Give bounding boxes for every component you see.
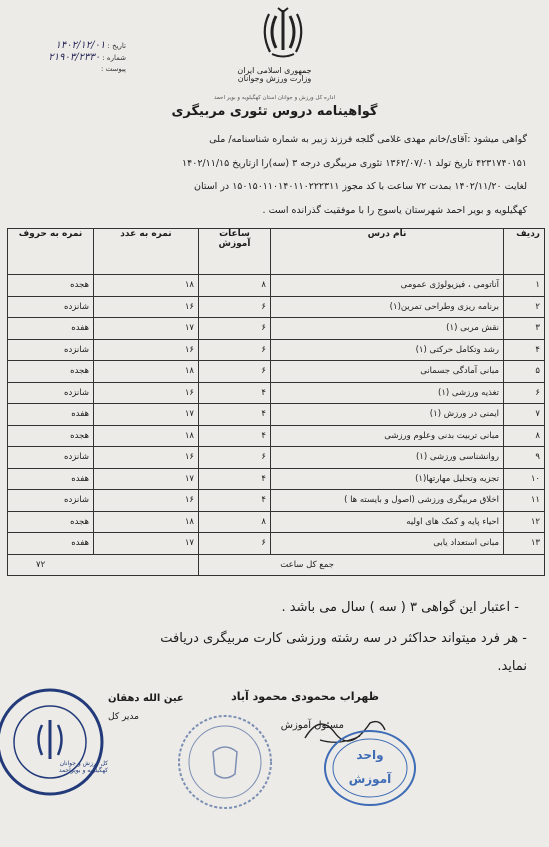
course-name-cell: نقش مربی (۱) xyxy=(271,318,504,340)
row-number-cell: ۹ xyxy=(504,447,545,469)
grade-number-cell: ۱۶ xyxy=(94,490,199,512)
certificate-line-2: ۴۲۳۱۷۴۰۱۵۱ تاریخ تولد ۱۳۶۲/۰۷/۰۱ تئوری مربیگری درجه ۳ (سه)را ازتاریخ ۱۴۰۲/۱۱/۱۵ xyxy=(182,158,527,169)
grade-number-cell: ۱۶ xyxy=(94,382,199,404)
number-value: ۲۱۹۰۳/۲۳۳۰ xyxy=(48,52,101,63)
course-name-cell: تغذیه ورزشی (۱) xyxy=(271,382,504,404)
iran-emblem-icon xyxy=(258,6,308,60)
director-title: مدیر کل xyxy=(108,712,139,722)
grade-words-cell: شانزده xyxy=(8,382,94,404)
course-name-cell: برنامه ریزی وطراحی تمرین(۱) xyxy=(271,296,504,318)
row-number-cell: ۲ xyxy=(504,296,545,318)
header-hours: ساعات آموزش xyxy=(199,229,271,275)
grade-words-cell: شانزده xyxy=(8,490,94,512)
table-row xyxy=(8,404,545,426)
grade-words-cell: هجده xyxy=(8,275,94,297)
hours-cell: ۴ xyxy=(199,382,271,404)
table-header-row xyxy=(8,229,545,275)
grade-number-cell: ۱۷ xyxy=(94,404,199,426)
table-row xyxy=(8,511,545,533)
course-name-cell: آناتومی ، فیزیولوژی عمومی xyxy=(271,275,504,297)
attachment-label: پیوست : xyxy=(101,65,126,73)
table-row xyxy=(8,468,545,490)
grade-words-cell: شانزده xyxy=(8,447,94,469)
grade-number-cell: ۱۸ xyxy=(94,361,199,383)
table-row xyxy=(8,318,545,340)
grade-number-cell: ۱۶ xyxy=(94,447,199,469)
course-name-cell: مبانی آمادگی جسمانی xyxy=(271,361,504,383)
document-meta xyxy=(6,40,126,75)
course-name-cell: تجزیه وتحلیل مهارتها(۱) xyxy=(271,468,504,490)
row-number-cell: ۷ xyxy=(504,404,545,426)
total-row xyxy=(8,554,545,576)
table-row xyxy=(8,296,545,318)
grade-number-cell: ۱۸ xyxy=(94,511,199,533)
header-grade-words: نمره به حروف xyxy=(8,229,94,275)
hours-cell: ۴ xyxy=(199,404,271,426)
grade-words-cell: هجده xyxy=(8,511,94,533)
number-label: شماره : xyxy=(102,54,126,62)
course-name-cell: اخلاق مربیگری ورزشی (اصول و بایسته ها ) xyxy=(271,490,504,512)
total-value: ۷۲ xyxy=(8,554,199,576)
grade-words-cell: هفده xyxy=(8,404,94,426)
hours-cell: ۶ xyxy=(199,296,271,318)
table-row xyxy=(8,361,545,383)
training-officer-name: ظهراب محمودی محمود آباد xyxy=(231,690,379,703)
ministry-title: وزارت ورزش وجوانان xyxy=(237,74,312,83)
course-table xyxy=(7,228,545,576)
table-row xyxy=(8,533,545,555)
row-number-cell: ۴ xyxy=(504,339,545,361)
table-row xyxy=(8,275,545,297)
certificate-line-4: کهگیلویه و بویر احمد شهرستان یاسوج را با موفقیت گذرانده است . xyxy=(262,205,527,216)
row-number-cell: ۱۱ xyxy=(504,490,545,512)
seal-unit-text: واحد xyxy=(356,748,384,762)
rule-note-line-1: - هر فرد میتواند حداکثر در سه رشته ورزشی کارت مربیگری دریافت xyxy=(160,631,527,646)
certificate-line-1: گواهی میشود :آقای/خانم مهدی غلامی گلجه فرزند زبیر به شماره شناسنامه/ ملی xyxy=(209,134,527,145)
header-course-name: نام درس xyxy=(271,229,504,275)
grade-words-cell: هجده xyxy=(8,361,94,383)
grade-number-cell: ۱۸ xyxy=(94,425,199,447)
validity-note: - اعتبار این گواهی ۳ ( سه ) سال می باشد . xyxy=(281,600,519,615)
table-row xyxy=(8,425,545,447)
grade-number-cell: ۱۶ xyxy=(94,296,199,318)
hours-cell: ۸ xyxy=(199,511,271,533)
grade-number-cell: ۱۶ xyxy=(94,339,199,361)
grade-number-cell: ۱۷ xyxy=(94,468,199,490)
header-grade-number: نمره به عدد xyxy=(94,229,199,275)
header-row-number: ردیف xyxy=(504,229,545,275)
training-officer-title: مسئول آموزش xyxy=(280,720,344,731)
table-row xyxy=(8,447,545,469)
date-label: تاریخ : xyxy=(107,42,126,50)
rule-note-line-2: نماید. xyxy=(497,659,527,674)
grade-words-cell: شانزده xyxy=(8,339,94,361)
hours-cell: ۴ xyxy=(199,490,271,512)
row-number-cell: ۵ xyxy=(504,361,545,383)
row-number-cell: ۱۳ xyxy=(504,533,545,555)
course-name-cell: ایمنی در ورزش (۱) xyxy=(271,404,504,426)
date-value: ۱۴۰۲/۱۲/۰۱ xyxy=(55,40,106,51)
training-unit-seal-icon xyxy=(322,728,418,808)
table-row xyxy=(8,382,545,404)
republic-title: جمهوری اسلامی ایران xyxy=(237,66,312,75)
director-name: عین الله دهقان xyxy=(108,693,184,704)
course-name-cell: مبانی استعداد یابی xyxy=(271,533,504,555)
table-row xyxy=(8,339,545,361)
directorate-seal-text: کل ورزش و جوانان کهگیلویه و بویراحمد xyxy=(58,760,108,774)
table-row xyxy=(8,490,545,512)
grade-words-cell: شانزده xyxy=(8,296,94,318)
document-title: گواهینامه دروس تئوری مربیگری xyxy=(171,104,378,119)
course-name-cell: رشد وتکامل حرکتی (۱) xyxy=(271,339,504,361)
grade-words-cell: هفده xyxy=(8,318,94,340)
hours-cell: ۴ xyxy=(199,468,271,490)
hours-cell: ۴ xyxy=(199,425,271,447)
hours-cell: ۸ xyxy=(199,275,271,297)
row-number-cell: ۱ xyxy=(504,275,545,297)
course-name-cell: مبانی تربیت بدنی وعلوم ورزشی xyxy=(271,425,504,447)
row-number-cell: ۱۲ xyxy=(504,511,545,533)
grade-words-cell: هفده xyxy=(8,468,94,490)
grade-number-cell: ۱۷ xyxy=(94,318,199,340)
grade-number-cell: ۱۸ xyxy=(94,275,199,297)
grade-number-cell: ۱۷ xyxy=(94,533,199,555)
row-number-cell: ۱۰ xyxy=(504,468,545,490)
grade-words-cell: هفده xyxy=(8,533,94,555)
office-title: اداره کل ورزش و جوانان استان کهگیلویه و بویر احمد xyxy=(213,95,335,101)
certificate-line-3: لغایت ۱۴۰۲/۱۱/۲۰ بمدت ۷۲ ساعت با کد مجوز ۱۵۰۱۵۰۱۱۰۱۴۰۱۱۰۲۲۲۳۱۱ در استان xyxy=(193,181,527,192)
total-label: جمع کل ساعت xyxy=(199,554,545,576)
course-name-cell: احیاء پایه و کمک های اولیه xyxy=(271,511,504,533)
office-stamp-icon xyxy=(175,712,275,812)
row-number-cell: ۳ xyxy=(504,318,545,340)
hours-cell: ۶ xyxy=(199,318,271,340)
hours-cell: ۶ xyxy=(199,339,271,361)
row-number-cell: ۸ xyxy=(504,425,545,447)
hours-cell: ۶ xyxy=(199,533,271,555)
hours-cell: ۶ xyxy=(199,447,271,469)
row-number-cell: ۶ xyxy=(504,382,545,404)
directorate-seal-icon xyxy=(0,687,112,797)
course-name-cell: روانشناسی ورزشی (۱) xyxy=(271,447,504,469)
seal-training-text: آموزش xyxy=(348,772,392,786)
grade-words-cell: هجده xyxy=(8,425,94,447)
hours-cell: ۶ xyxy=(199,361,271,383)
